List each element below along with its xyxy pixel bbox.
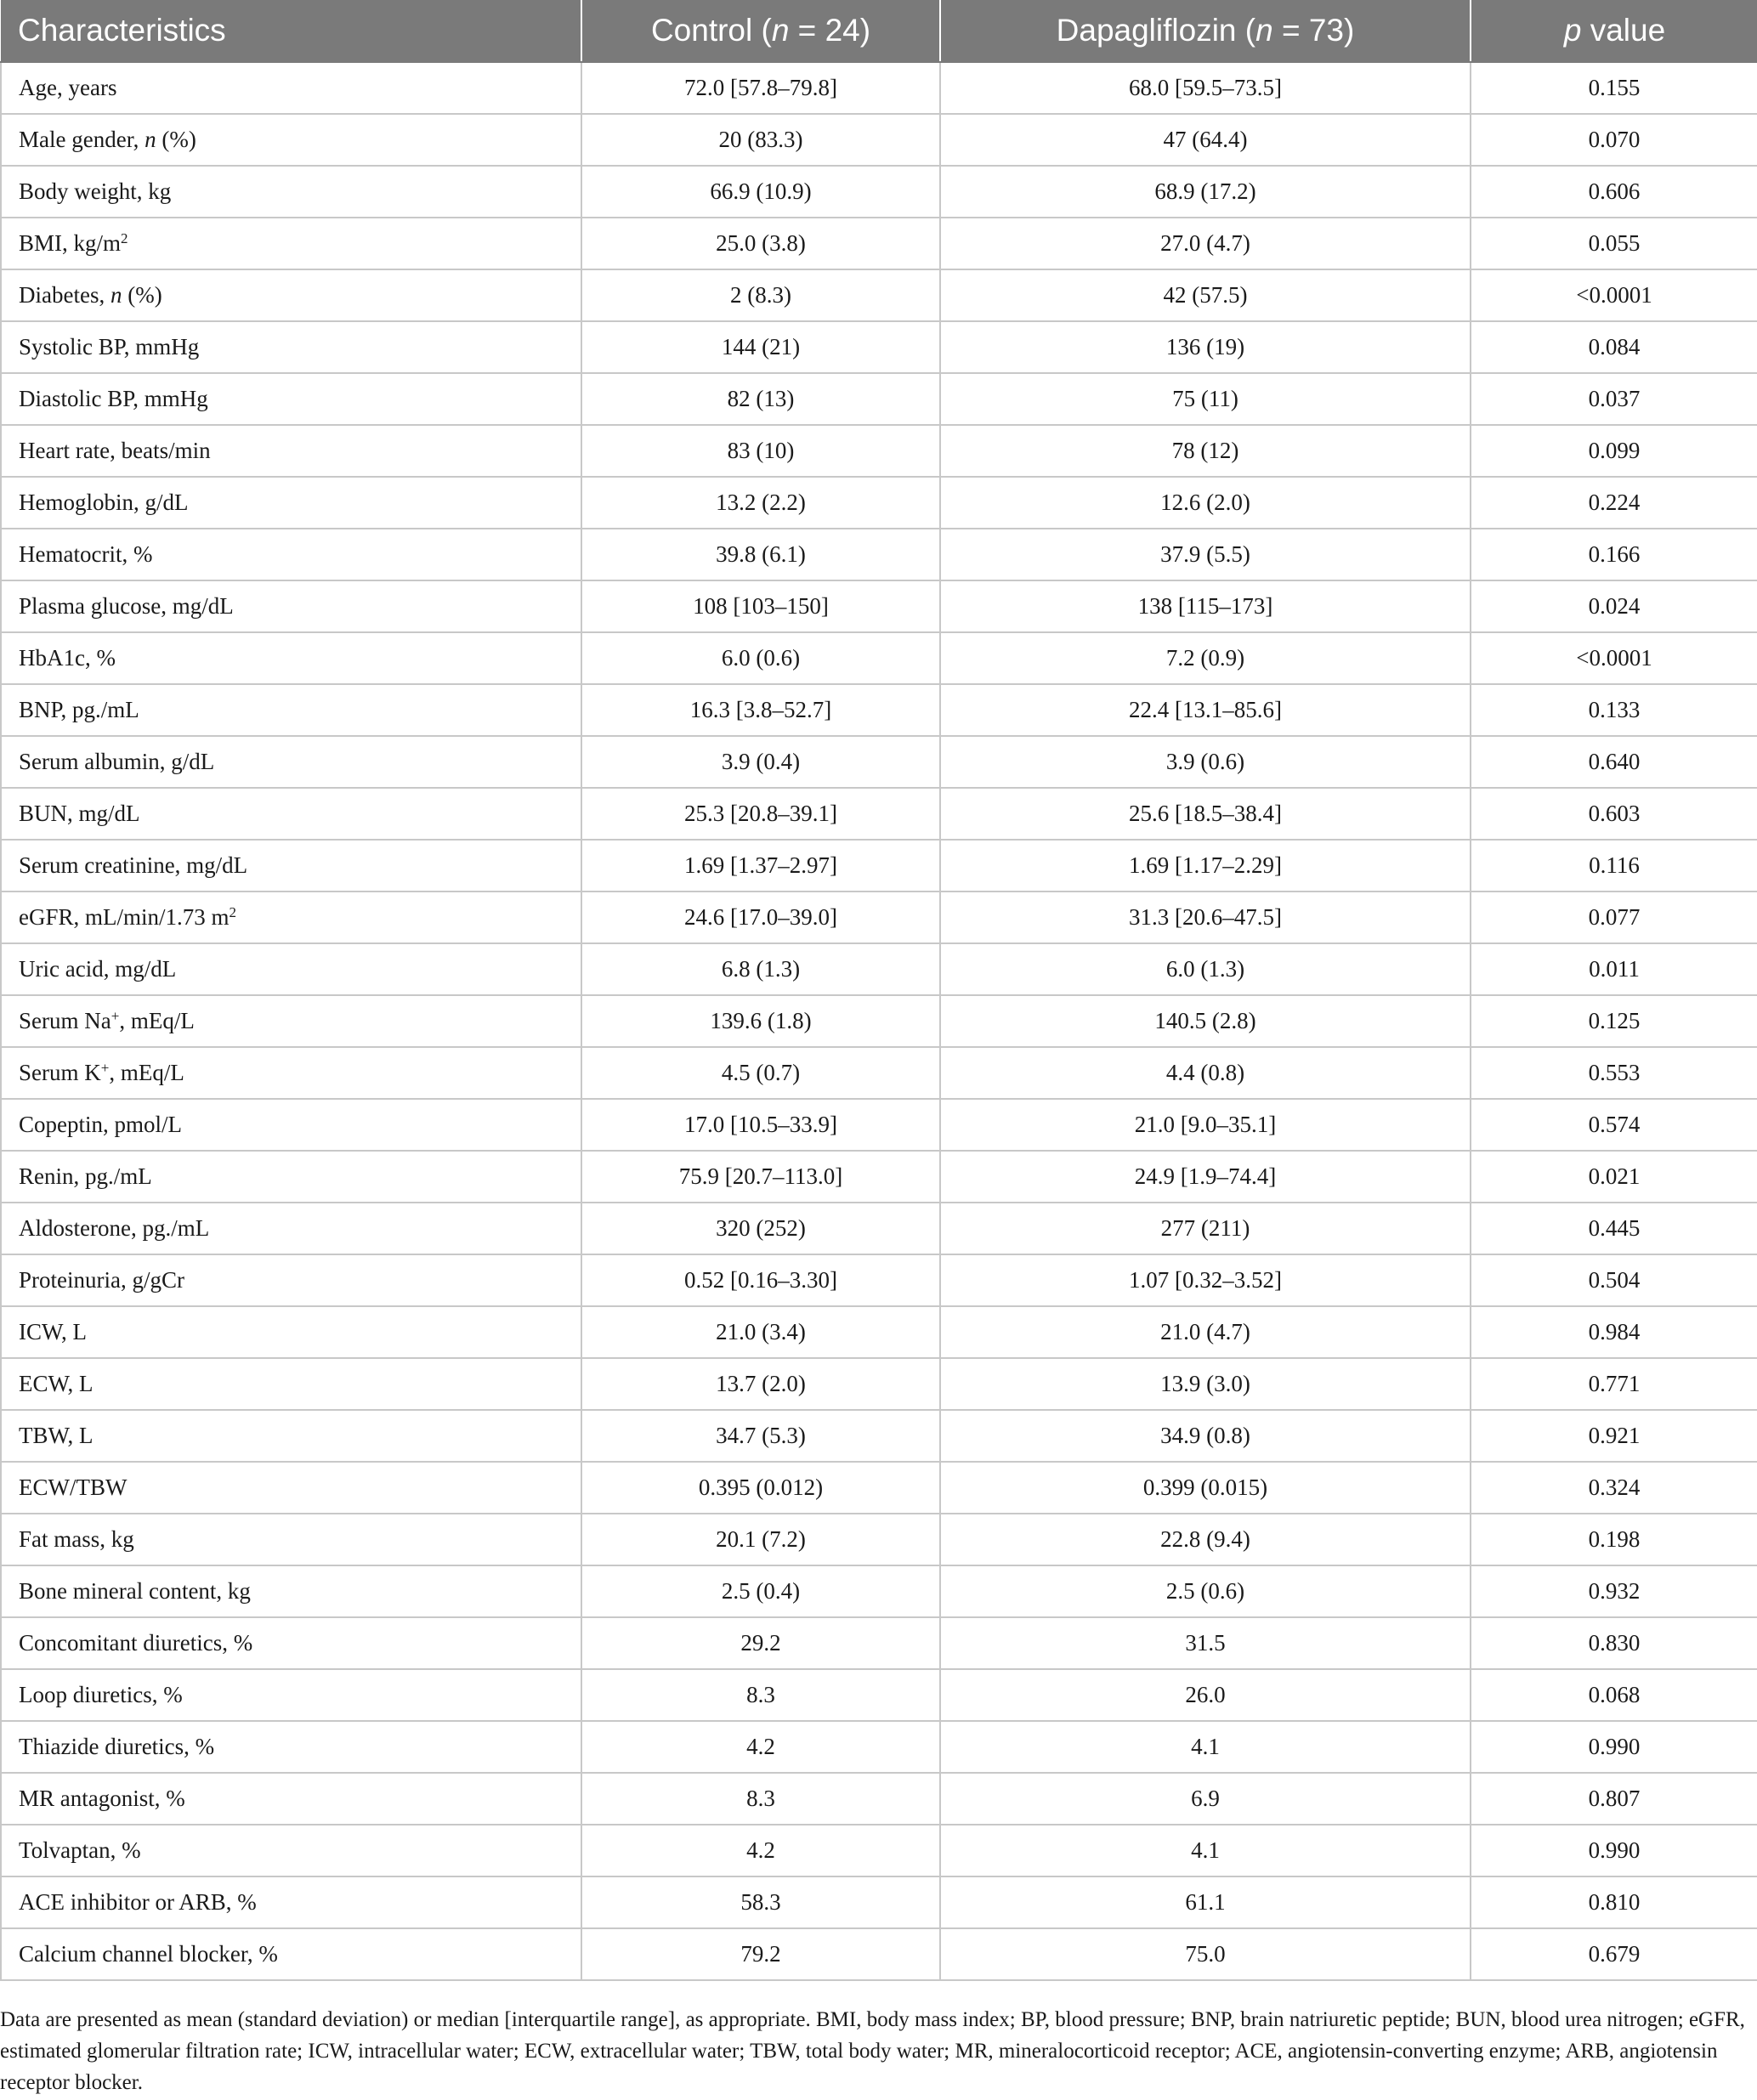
- dapagliflozin-value: 68.9 (17.2): [940, 166, 1471, 218]
- row-label-italic: n: [110, 282, 122, 308]
- dapagliflozin-value: 27.0 (4.7): [940, 218, 1471, 269]
- p-value: <0.0001: [1471, 269, 1757, 321]
- header-dapa-n: n: [1255, 13, 1273, 48]
- row-label: [1, 892, 581, 943]
- row-label: [1, 1203, 581, 1254]
- dapagliflozin-value: 42 (57.5): [940, 269, 1471, 321]
- row-label-text: Uric acid, mg/dL: [19, 956, 177, 982]
- control-value: 0.52 [0.16–3.30]: [581, 1254, 940, 1306]
- dapagliflozin-value: 24.9 [1.9–74.4]: [940, 1151, 1471, 1203]
- row-label: [1, 477, 581, 529]
- row-label-text: Bone mineral content, kg: [19, 1578, 251, 1604]
- table-row: [1, 166, 1757, 218]
- row-label-text: Serum Na: [19, 1008, 111, 1033]
- table-row: [1, 1462, 1757, 1514]
- p-value: 0.055: [1471, 218, 1757, 269]
- row-label-text: Calcium channel blocker, %: [19, 1941, 278, 1967]
- p-value: 0.011: [1471, 943, 1757, 995]
- control-value: 39.8 (6.1): [581, 529, 940, 580]
- row-label-text: Age, years: [19, 75, 117, 100]
- row-label: [1, 1306, 581, 1358]
- dapagliflozin-value: 25.6 [18.5–38.4]: [940, 788, 1471, 840]
- control-value: 8.3: [581, 1669, 940, 1721]
- row-label: [1, 1151, 581, 1203]
- control-value: 2 (8.3): [581, 269, 940, 321]
- control-value: 25.3 [20.8–39.1]: [581, 788, 940, 840]
- header-characteristics: [1, 0, 581, 62]
- control-value: 29.2: [581, 1617, 940, 1669]
- row-label-text: ECW, L: [19, 1371, 94, 1396]
- dapagliflozin-value: 13.9 (3.0): [940, 1358, 1471, 1410]
- dapagliflozin-value: 6.9: [940, 1773, 1471, 1825]
- row-label: [1, 166, 581, 218]
- dapagliflozin-value: 68.0 [59.5–73.5]: [940, 62, 1471, 114]
- dapagliflozin-value: 0.399 (0.015): [940, 1462, 1471, 1514]
- dapagliflozin-value: 47 (64.4): [940, 114, 1471, 166]
- row-label-text: ECW/TBW: [19, 1475, 128, 1500]
- control-value: 72.0 [57.8–79.8]: [581, 62, 940, 114]
- row-label: [1, 788, 581, 840]
- row-label-text: Heart rate, beats/min: [19, 438, 211, 463]
- row-label-text: HbA1c, %: [19, 645, 116, 671]
- row-label: [1, 1773, 581, 1825]
- row-label: [1, 840, 581, 892]
- dapagliflozin-value: 37.9 (5.5): [940, 529, 1471, 580]
- p-value: 0.574: [1471, 1099, 1757, 1151]
- header-p-suffix: value: [1581, 13, 1666, 48]
- p-value: 0.990: [1471, 1721, 1757, 1773]
- row-label-text: ACE inhibitor or ARB, %: [19, 1889, 257, 1915]
- p-value: 0.807: [1471, 1773, 1757, 1825]
- dapagliflozin-value: 1.69 [1.17–2.29]: [940, 840, 1471, 892]
- p-value: 0.068: [1471, 1669, 1757, 1721]
- row-label-text: Diastolic BP, mmHg: [19, 386, 208, 411]
- row-label-text: Proteinuria, g/gCr: [19, 1267, 184, 1293]
- row-label: [1, 632, 581, 684]
- control-value: 20 (83.3): [581, 114, 940, 166]
- row-label: [1, 1462, 581, 1514]
- p-value: 0.099: [1471, 425, 1757, 477]
- header-characteristics-label: Characteristics: [18, 13, 226, 48]
- table-row: [1, 736, 1757, 788]
- row-label-text: Systolic BP, mmHg: [19, 334, 200, 359]
- row-label-text: eGFR, mL/min/1.73 m: [19, 904, 230, 930]
- row-label-text: Serum K: [19, 1060, 101, 1085]
- dapagliflozin-value: 4.1: [940, 1721, 1471, 1773]
- control-value: 13.2 (2.2): [581, 477, 940, 529]
- table-row: [1, 529, 1757, 580]
- row-label: [1, 1617, 581, 1669]
- row-label-text: Male gender,: [19, 127, 145, 152]
- dapagliflozin-value: 3.9 (0.6): [940, 736, 1471, 788]
- p-value: 0.810: [1471, 1876, 1757, 1928]
- header-control: [581, 0, 940, 62]
- table-row: [1, 269, 1757, 321]
- table-footnote: Data are presented as mean (standard deviation) or median [interquartile range], as appropriate. BMI, body mass index; BP, blood pressure; BNP, brain natriuretic peptide; BUN, blood urea nitrogen; eGFR, estimated glomerular filtration rate; ICW, intracellular water; ECW, extracellular water; TBW, total body water; MR, mineralocorticoid receptor; ACE, angiotensin-converting enzyme; ARB, angiotensin receptor blocker.: [0, 2008, 1745, 2094]
- p-value: 0.771: [1471, 1358, 1757, 1410]
- row-label-superscript: +: [100, 1060, 110, 1076]
- row-label-suffix: (%): [156, 127, 196, 152]
- row-label-text: Diabetes,: [19, 282, 111, 308]
- row-label: [1, 1825, 581, 1876]
- table-row: [1, 425, 1757, 477]
- row-label-text: Body weight, kg: [19, 178, 172, 204]
- dapagliflozin-value: 26.0: [940, 1669, 1471, 1721]
- p-value: 0.921: [1471, 1410, 1757, 1462]
- dapagliflozin-value: 22.4 [13.1–85.6]: [940, 684, 1471, 736]
- table-header: [1, 0, 1757, 62]
- header-dapagliflozin: [940, 0, 1471, 62]
- row-label: [1, 1876, 581, 1928]
- dapagliflozin-value: 75.0: [940, 1928, 1471, 1980]
- table-row: [1, 477, 1757, 529]
- p-value: 0.606: [1471, 166, 1757, 218]
- table-row: [1, 1669, 1757, 1721]
- table-row: [1, 218, 1757, 269]
- table-row: [1, 892, 1757, 943]
- table-row: [1, 1306, 1757, 1358]
- row-label-text: MR antagonist, %: [19, 1786, 185, 1811]
- header-control-suffix: = 24): [789, 13, 871, 48]
- row-label-text: BNP, pg./mL: [19, 697, 139, 722]
- control-value: 3.9 (0.4): [581, 736, 940, 788]
- table-row: [1, 1358, 1757, 1410]
- row-label: [1, 943, 581, 995]
- table-row: [1, 1876, 1757, 1928]
- p-value: 0.155: [1471, 62, 1757, 114]
- p-value: 0.324: [1471, 1462, 1757, 1514]
- header-p-value: [1471, 0, 1757, 62]
- p-value: 0.990: [1471, 1825, 1757, 1876]
- dapagliflozin-value: 12.6 (2.0): [940, 477, 1471, 529]
- row-label: [1, 1928, 581, 1980]
- control-value: 108 [103–150]: [581, 580, 940, 632]
- header-dapa-prefix: Dapagliflozin (: [1056, 13, 1256, 48]
- control-value: 58.3: [581, 1876, 940, 1928]
- row-label: [1, 1721, 581, 1773]
- row-label: [1, 1254, 581, 1306]
- row-label: [1, 321, 581, 373]
- table-body: [1, 62, 1757, 1980]
- dapagliflozin-value: 21.0 [9.0–35.1]: [940, 1099, 1471, 1151]
- p-value: 0.932: [1471, 1565, 1757, 1617]
- table-row: [1, 321, 1757, 373]
- row-label-suffix: (%): [122, 282, 162, 308]
- row-label-superscript: +: [111, 1008, 120, 1024]
- control-value: 24.6 [17.0–39.0]: [581, 892, 940, 943]
- row-label-superscript: 2: [229, 904, 237, 920]
- control-value: 6.0 (0.6): [581, 632, 940, 684]
- control-value: 2.5 (0.4): [581, 1565, 940, 1617]
- p-value: <0.0001: [1471, 632, 1757, 684]
- row-label-text: BMI, kg/m: [19, 230, 122, 256]
- control-value: 6.8 (1.3): [581, 943, 940, 995]
- control-value: 75.9 [20.7–113.0]: [581, 1151, 940, 1203]
- control-value: 21.0 (3.4): [581, 1306, 940, 1358]
- control-value: 0.395 (0.012): [581, 1462, 940, 1514]
- row-label: [1, 373, 581, 425]
- control-value: 66.9 (10.9): [581, 166, 940, 218]
- dapagliflozin-value: 138 [115–173]: [940, 580, 1471, 632]
- dapagliflozin-value: 21.0 (4.7): [940, 1306, 1471, 1358]
- row-label-text: TBW, L: [19, 1423, 94, 1448]
- row-label: [1, 1669, 581, 1721]
- header-control-prefix: Control (: [650, 13, 772, 48]
- p-value: 0.984: [1471, 1306, 1757, 1358]
- dapagliflozin-value: 6.0 (1.3): [940, 943, 1471, 995]
- p-value: 0.037: [1471, 373, 1757, 425]
- row-label-text: Tolvaptan, %: [19, 1837, 141, 1863]
- row-label: [1, 1099, 581, 1151]
- table-row: [1, 788, 1757, 840]
- control-value: 144 (21): [581, 321, 940, 373]
- table-row: [1, 632, 1757, 684]
- dapagliflozin-value: 140.5 (2.8): [940, 995, 1471, 1047]
- table-row: [1, 1565, 1757, 1617]
- p-value: 0.077: [1471, 892, 1757, 943]
- p-value: 0.021: [1471, 1151, 1757, 1203]
- row-label-text: ICW, L: [19, 1319, 87, 1344]
- table-row: [1, 1617, 1757, 1669]
- table-row: [1, 580, 1757, 632]
- row-label: [1, 1514, 581, 1565]
- row-label-text: Fat mass, kg: [19, 1526, 134, 1552]
- dapagliflozin-value: 31.5: [940, 1617, 1471, 1669]
- row-label-text: Hemoglobin, g/dL: [19, 490, 189, 515]
- row-label: [1, 684, 581, 736]
- table-row: [1, 1514, 1757, 1565]
- control-value: 4.2: [581, 1721, 940, 1773]
- control-value: 139.6 (1.8): [581, 995, 940, 1047]
- control-value: 34.7 (5.3): [581, 1410, 940, 1462]
- p-value: 0.553: [1471, 1047, 1757, 1099]
- table-row: [1, 373, 1757, 425]
- table-row: [1, 1151, 1757, 1203]
- dapagliflozin-value: 4.1: [940, 1825, 1471, 1876]
- p-value: 0.133: [1471, 684, 1757, 736]
- dapagliflozin-value: 277 (211): [940, 1203, 1471, 1254]
- control-value: 16.3 [3.8–52.7]: [581, 684, 940, 736]
- header-p-italic: p: [1563, 13, 1582, 48]
- control-value: 83 (10): [581, 425, 940, 477]
- table-row: [1, 995, 1757, 1047]
- control-value: 1.69 [1.37–2.97]: [581, 840, 940, 892]
- row-label-text: BUN, mg/dL: [19, 801, 140, 826]
- table-row: [1, 1254, 1757, 1306]
- p-value: 0.166: [1471, 529, 1757, 580]
- p-value: 0.504: [1471, 1254, 1757, 1306]
- row-label-text: Copeptin, pmol/L: [19, 1112, 182, 1137]
- table-row: [1, 1721, 1757, 1773]
- table-row: [1, 114, 1757, 166]
- dapagliflozin-value: 1.07 [0.32–3.52]: [940, 1254, 1471, 1306]
- row-label-suffix: , mEq/L: [109, 1060, 184, 1085]
- dapagliflozin-value: 78 (12): [940, 425, 1471, 477]
- p-value: 0.024: [1471, 580, 1757, 632]
- row-label-italic: n: [145, 127, 156, 152]
- control-value: 20.1 (7.2): [581, 1514, 940, 1565]
- p-value: 0.679: [1471, 1928, 1757, 1980]
- row-label-text: Serum creatinine, mg/dL: [19, 852, 248, 878]
- control-value: 320 (252): [581, 1203, 940, 1254]
- row-label: [1, 580, 581, 632]
- dapagliflozin-value: 136 (19): [940, 321, 1471, 373]
- row-label: [1, 425, 581, 477]
- table-row: [1, 1047, 1757, 1099]
- dapagliflozin-value: 7.2 (0.9): [940, 632, 1471, 684]
- row-label-text: Plasma glucose, mg/dL: [19, 593, 234, 619]
- row-label: [1, 269, 581, 321]
- control-value: 25.0 (3.8): [581, 218, 940, 269]
- control-value: 13.7 (2.0): [581, 1358, 940, 1410]
- control-value: 17.0 [10.5–33.9]: [581, 1099, 940, 1151]
- row-label-text: Thiazide diuretics, %: [19, 1734, 215, 1759]
- p-value: 0.125: [1471, 995, 1757, 1047]
- row-label-text: Serum albumin, g/dL: [19, 749, 215, 774]
- table-row: [1, 943, 1757, 995]
- row-label-text: Aldosterone, pg./mL: [19, 1215, 210, 1241]
- row-label-text: Hematocrit, %: [19, 541, 153, 567]
- table-row: [1, 1928, 1757, 1980]
- header-dapa-suffix: = 73): [1272, 13, 1355, 48]
- row-label: [1, 1358, 581, 1410]
- p-value: 0.116: [1471, 840, 1757, 892]
- dapagliflozin-value: 34.9 (0.8): [940, 1410, 1471, 1462]
- table-row: [1, 1099, 1757, 1151]
- table-row: [1, 1410, 1757, 1462]
- table-row: [1, 684, 1757, 736]
- row-label-suffix: , mEq/L: [119, 1008, 195, 1033]
- dapagliflozin-value: 75 (11): [940, 373, 1471, 425]
- dapagliflozin-value: 61.1: [940, 1876, 1471, 1928]
- control-value: 82 (13): [581, 373, 940, 425]
- table-row: [1, 1203, 1757, 1254]
- p-value: 0.070: [1471, 114, 1757, 166]
- dapagliflozin-value: 22.8 (9.4): [940, 1514, 1471, 1565]
- table-row: [1, 1773, 1757, 1825]
- p-value: 0.198: [1471, 1514, 1757, 1565]
- control-value: 79.2: [581, 1928, 940, 1980]
- row-label: [1, 995, 581, 1047]
- p-value: 0.445: [1471, 1203, 1757, 1254]
- row-label: [1, 62, 581, 114]
- row-label: [1, 1565, 581, 1617]
- control-value: 4.5 (0.7): [581, 1047, 940, 1099]
- dapagliflozin-value: 2.5 (0.6): [940, 1565, 1471, 1617]
- row-label: [1, 736, 581, 788]
- p-value: 0.830: [1471, 1617, 1757, 1669]
- p-value: 0.640: [1471, 736, 1757, 788]
- header-row: [1, 0, 1757, 62]
- p-value: 0.084: [1471, 321, 1757, 373]
- row-label: [1, 529, 581, 580]
- row-label-superscript: 2: [121, 230, 128, 246]
- row-label-text: Concomitant diuretics, %: [19, 1630, 253, 1656]
- row-label-text: Renin, pg./mL: [19, 1163, 152, 1189]
- row-label-text: Loop diuretics, %: [19, 1682, 183, 1707]
- table-row: [1, 1825, 1757, 1876]
- row-label: [1, 1047, 581, 1099]
- table-row: [1, 840, 1757, 892]
- dapagliflozin-value: 31.3 [20.6–47.5]: [940, 892, 1471, 943]
- row-label: [1, 1410, 581, 1462]
- row-label: [1, 218, 581, 269]
- p-value: 0.603: [1471, 788, 1757, 840]
- header-control-n: n: [771, 13, 790, 48]
- control-value: 4.2: [581, 1825, 940, 1876]
- dapagliflozin-value: 4.4 (0.8): [940, 1047, 1471, 1099]
- table-row: [1, 62, 1757, 114]
- p-value: 0.224: [1471, 477, 1757, 529]
- control-value: 8.3: [581, 1773, 940, 1825]
- row-label: [1, 114, 581, 166]
